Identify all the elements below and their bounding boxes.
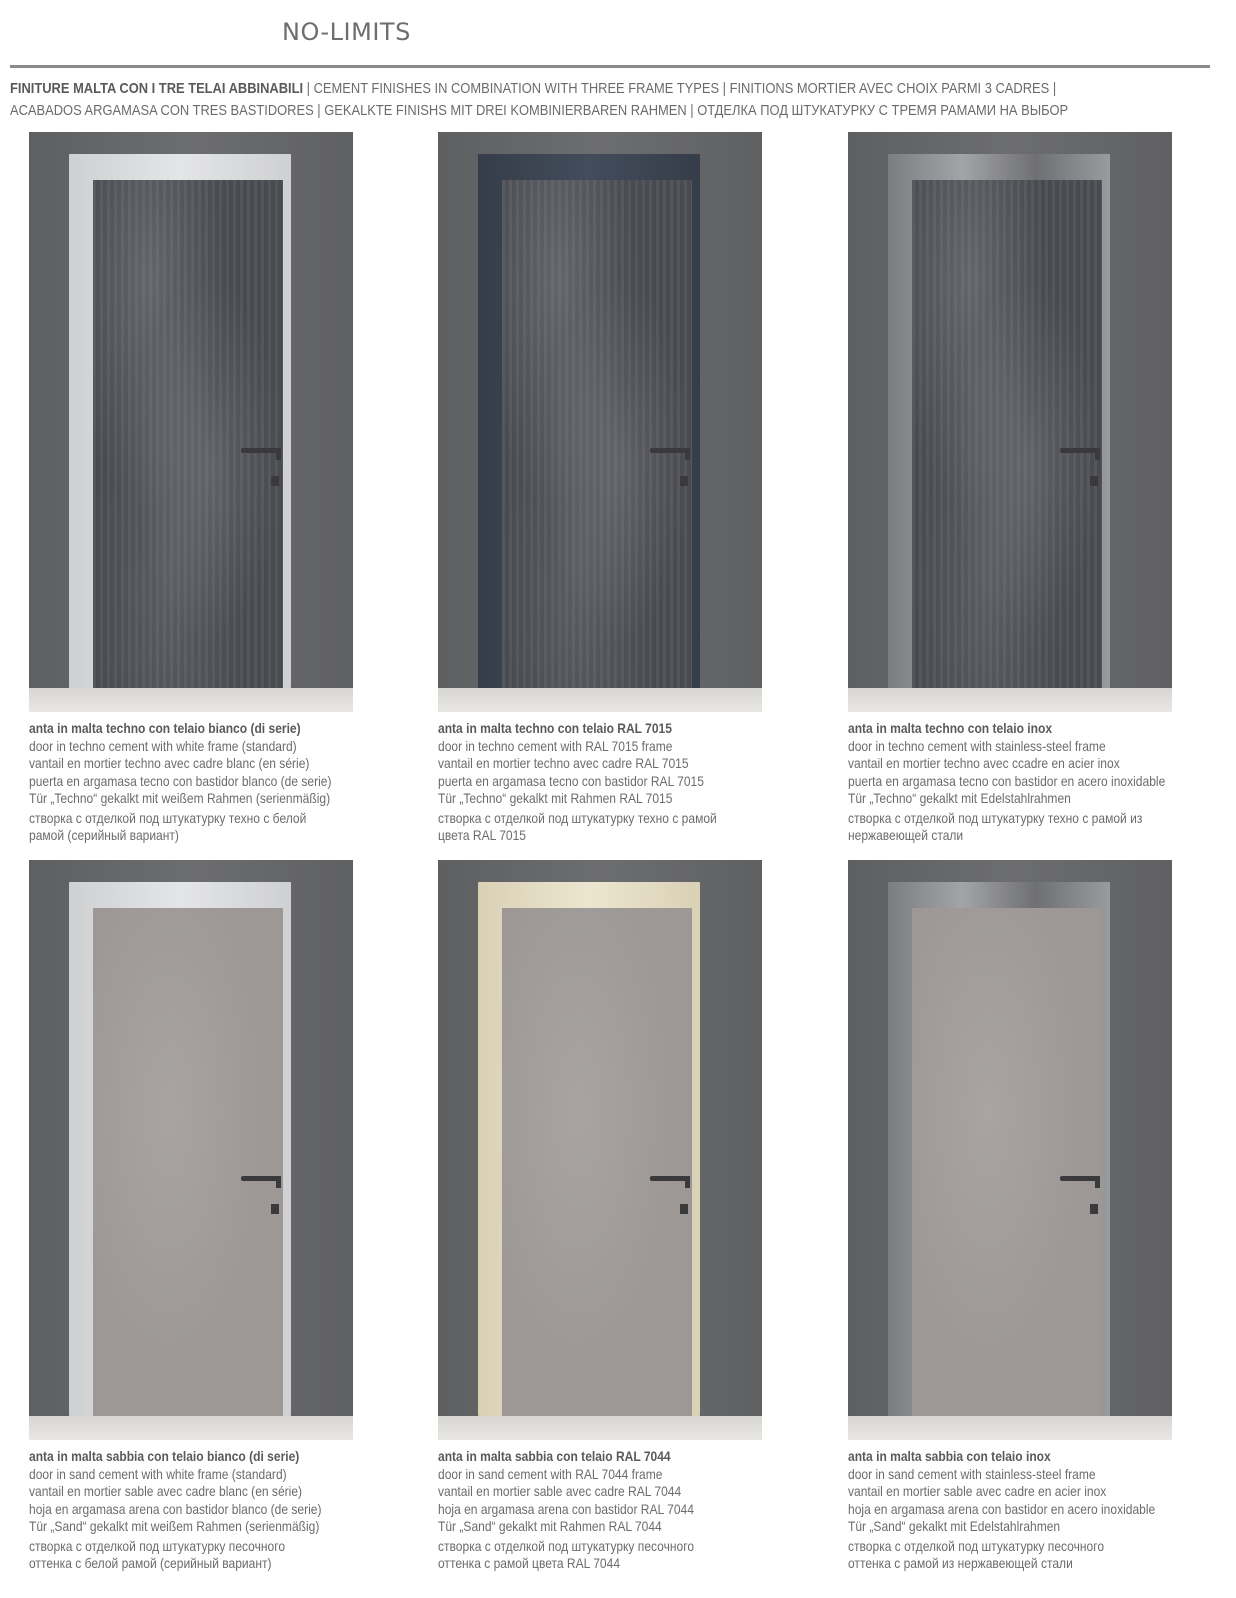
caption-title: anta in malta techno con telaio inox — [848, 720, 1053, 736]
lock-icon — [1090, 476, 1098, 486]
door-leaf — [502, 908, 692, 1416]
caption-es: puerta en argamasa tecno con bastidor RAL 7015 — [438, 772, 704, 789]
header-divider — [10, 65, 1210, 68]
floor — [29, 688, 353, 712]
caption-en: door in techno cement with stainless-steel frame — [848, 737, 1106, 754]
door-handle-icon — [241, 1176, 281, 1181]
section-heading — [10, 78, 1214, 122]
caption-ru-2: нержавеющей стали — [848, 827, 964, 843]
door-frame — [478, 882, 700, 1416]
caption-de: Tür „Sand“ gekalkt mit Edelstahlrahmen — [848, 1518, 1061, 1534]
caption-en: door in sand cement with white frame (standard) — [29, 1465, 287, 1482]
door-caption — [438, 720, 816, 845]
caption-ru-1: створка с отделкой под штукатурку песочного — [438, 1537, 695, 1554]
door-leaf — [912, 908, 1102, 1416]
lock-icon — [680, 476, 688, 486]
caption-de: Tür „Techno“ gekalkt mit weißem Rahmen (serienmäßig) — [29, 790, 331, 806]
caption-en: door in sand cement with RAL 7044 frame — [438, 1465, 663, 1482]
lock-icon — [271, 1204, 279, 1214]
door-caption — [848, 720, 1226, 845]
caption-ru-1: створка с отделкой под штукатурку песочного — [848, 1537, 1105, 1554]
door-handle-icon — [241, 448, 281, 453]
door-photo — [438, 860, 762, 1440]
door-photo — [848, 132, 1172, 712]
door-frame — [69, 154, 291, 688]
caption-fr: vantail en mortier techno avec cadre blanc (en série) — [29, 755, 310, 771]
door-frame — [888, 882, 1110, 1416]
caption-ru-2: оттенка с рамой цвета RAL 7044 — [438, 1555, 621, 1571]
floor — [848, 688, 1172, 712]
caption-ru-2: цвета RAL 7015 — [438, 827, 526, 843]
lock-icon — [1090, 1204, 1098, 1214]
door-handle-icon — [650, 1176, 690, 1181]
door-caption — [29, 1448, 407, 1573]
caption-fr: vantail en mortier techno avec cadre RAL 7015 — [438, 755, 689, 771]
caption-es: hoja en argamasa arena con bastidor RAL 7044 — [438, 1500, 694, 1517]
caption-de: Tür „Techno“ gekalkt mit Rahmen RAL 7015 — [438, 790, 673, 806]
heading-line1: | CEMENT FINISHES IN COMBINATION WITH THREE FRAME TYPES | FINITIONS MORTIER AVEC CHOIX PARMI 3 CADRES | — [303, 80, 1057, 97]
door-handle-icon — [1060, 1176, 1100, 1181]
door-caption — [848, 1448, 1226, 1573]
caption-es: puerta en argamasa tecno con bastidor en acero inoxidable — [848, 772, 1166, 789]
caption-es: puerta en argamasa tecno con bastidor blanco (de serie) — [29, 772, 332, 789]
caption-de: Tür „Sand“ gekalkt mit Rahmen RAL 7044 — [438, 1518, 662, 1534]
door-handle-icon — [650, 448, 690, 453]
caption-ru-2: рамой (серийный вариант) — [29, 827, 179, 843]
floor — [848, 1416, 1172, 1440]
caption-en: door in techno cement with RAL 7015 frame — [438, 737, 673, 754]
caption-ru-1: створка с отделкой под штукатурку техно с белой — [29, 809, 307, 826]
caption-title: anta in malta techno con telaio bianco (di serie) — [29, 720, 301, 736]
caption-en: door in techno cement with white frame (standard) — [29, 737, 297, 754]
caption-title: anta in malta sabbia con telaio bianco (di serie) — [29, 1448, 300, 1464]
brand-title: NO-LIMITS — [282, 18, 411, 46]
floor — [438, 1416, 762, 1440]
caption-ru-2: оттенка с рамой из нержавеющей стали — [848, 1555, 1073, 1571]
caption-es: hoja en argamasa arena con bastidor blanco (de serie) — [29, 1500, 322, 1517]
door-leaf — [912, 180, 1102, 688]
caption-de: Tür „Techno“ gekalkt mit Edelstahlrahmen — [848, 790, 1071, 806]
door-frame — [888, 154, 1110, 688]
door-photo — [29, 860, 353, 1440]
heading-bold: FINITURE MALTA CON I TRE TELAI ABBINABILI — [10, 80, 304, 97]
caption-de: Tür „Sand“ gekalkt mit weißem Rahmen (serienmäßig) — [29, 1518, 320, 1534]
caption-ru-1: створка с отделкой под штукатурку песочного — [29, 1537, 286, 1554]
door-frame — [478, 154, 700, 688]
door-caption — [29, 720, 407, 845]
floor — [438, 688, 762, 712]
caption-en: door in sand cement with stainless-steel frame — [848, 1465, 1096, 1482]
lock-icon — [271, 476, 279, 486]
caption-ru-2: оттенка с белой рамой (серийный вариант) — [29, 1555, 272, 1571]
door-caption — [438, 1448, 816, 1573]
door-leaf — [93, 908, 283, 1416]
caption-fr: vantail en mortier techno avec ccadre en acier inox — [848, 755, 1120, 771]
door-photo — [438, 132, 762, 712]
door-handle-icon — [1060, 448, 1100, 453]
caption-fr: vantail en mortier sable avec cadre blanc (en série) — [29, 1483, 303, 1499]
door-photo — [29, 132, 353, 712]
caption-ru-1: створка с отделкой под штукатурку техно с рамой — [438, 809, 717, 826]
lock-icon — [680, 1204, 688, 1214]
door-leaf — [93, 180, 283, 688]
heading-line2: ACABADOS ARGAMASA CON TRES BASTIDORES | GEKALKTE FINISHS MIT DREI KOMBINIERBAREN RAHMEN | ОТДЕЛКА ПОД ШТУКАТУРКУ С ТРЕМЯ РАМАМИ НА ВЫБОР — [10, 102, 1069, 119]
door-leaf — [502, 180, 692, 688]
caption-ru-1: створка с отделкой под штукатурку техно с рамой из — [848, 809, 1143, 826]
door-photo — [848, 860, 1172, 1440]
floor — [29, 1416, 353, 1440]
caption-title: anta in malta techno con telaio RAL 7015 — [438, 720, 672, 736]
door-frame — [69, 882, 291, 1416]
caption-title: anta in malta sabbia con telaio RAL 7044 — [438, 1448, 671, 1464]
caption-es: hoja en argamasa arena con bastidor en acero inoxidable — [848, 1500, 1156, 1517]
caption-fr: vantail en mortier sable avec cadre en acier inox — [848, 1483, 1107, 1499]
caption-fr: vantail en mortier sable avec cadre RAL 7044 — [438, 1483, 682, 1499]
caption-title: anta in malta sabbia con telaio inox — [848, 1448, 1051, 1464]
